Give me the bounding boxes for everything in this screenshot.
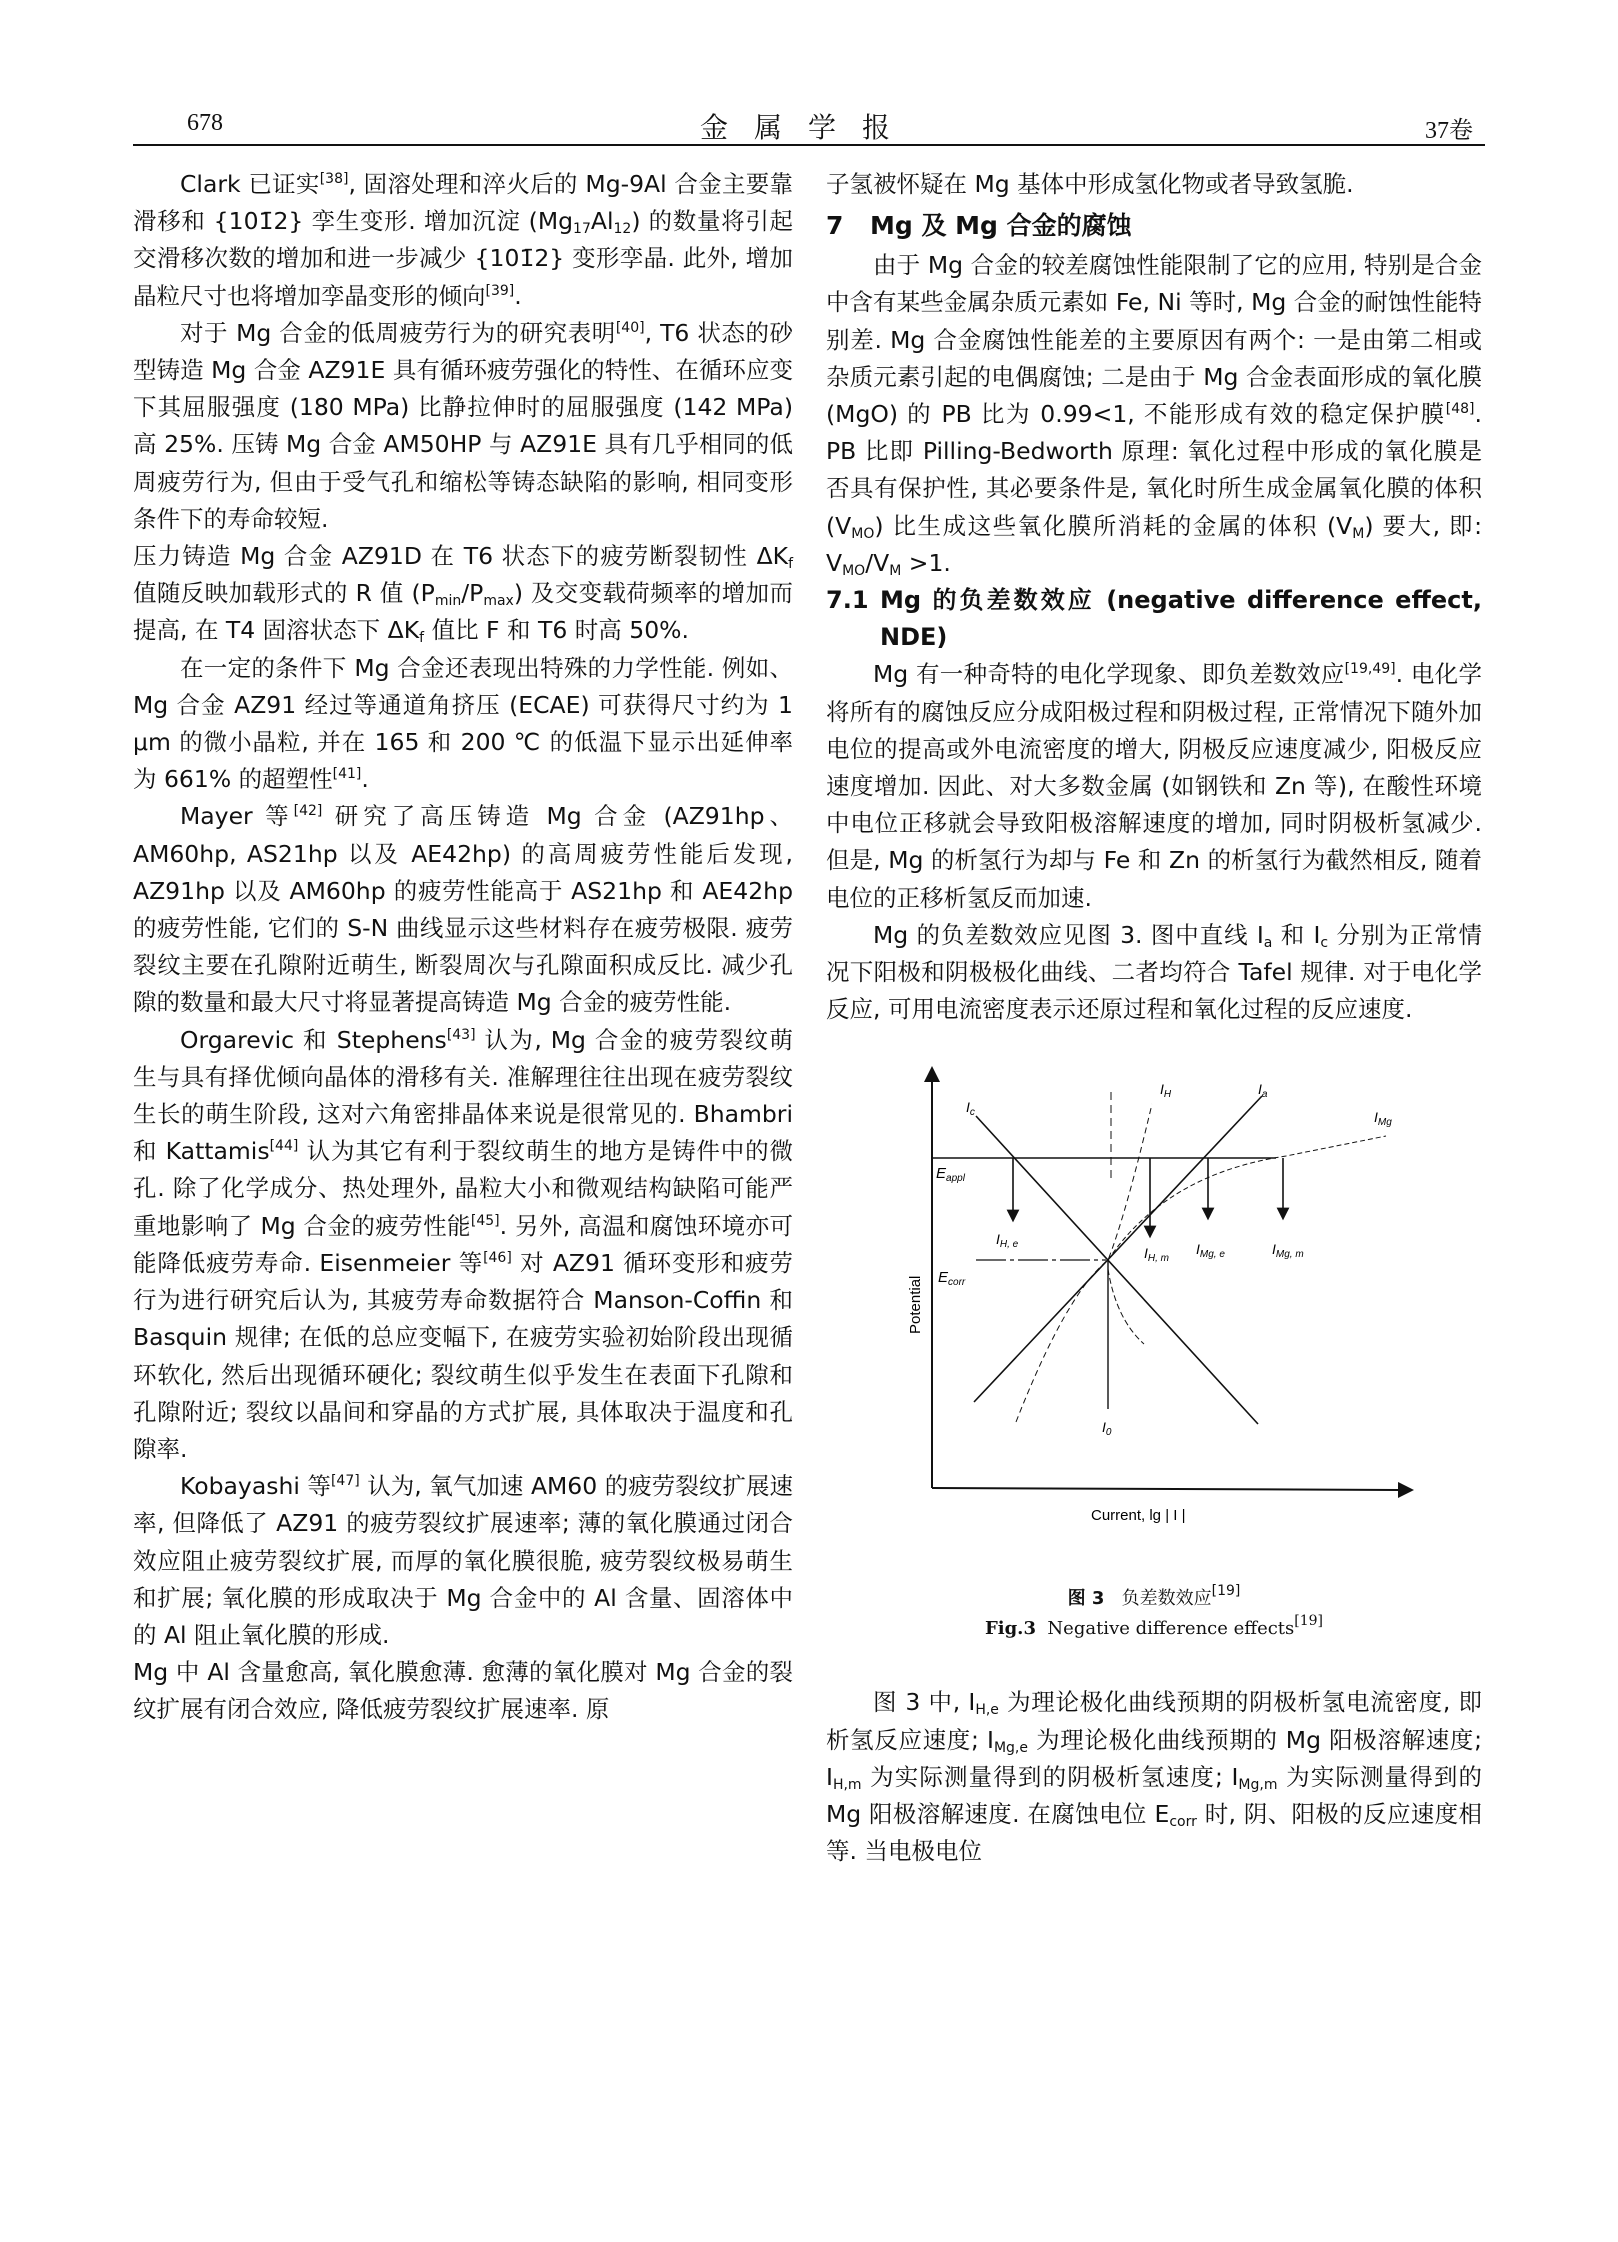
section-heading: 7 Mg 及 Mg 合金的腐蚀 [826, 211, 1132, 241]
label-i0: $I_0$ [1102, 1419, 1112, 1439]
citation: [40] [615, 319, 645, 336]
right-column [826, 166, 1482, 1870]
left-column [133, 166, 793, 1729]
label-ic: $I_c$ [966, 1099, 975, 1119]
citation: [41] [332, 766, 362, 783]
citation: [39] [485, 282, 515, 299]
label-ih: $I_H$ [1160, 1081, 1172, 1101]
label-imgm: $I_{Mg, m}$ [1272, 1241, 1304, 1261]
polarization-diagram [826, 1064, 1482, 1584]
label-ihm: $I_{H, m}$ [1144, 1245, 1169, 1265]
paragraph: 在一定的条件下 Mg 合金还表现出特殊的力学性能. 例如、 Mg 合金 AZ91 经过等通道角挤压 (ECAE) 可获得尺寸约为 1 μm 的微小晶粒, 并在 165 和 200 ℃ 的低温下显示出延伸率为 661% 的超塑性[41]. [133, 653, 793, 794]
paragraph: Orgarevic 和 Stephens[43] 认为, Mg 合金的疲劳裂纹萌生与具有择优倾向晶体的滑移有关. 准解理往往出现在疲劳裂纹生长的萌生阶段, 这对六角密排晶体来说是很常见的. Bhambri 和 Kattamis[44] 认为其它有利于裂纹萌生的地方是铸件中的微孔. 除了化学成分、热处理外, 晶粒大小和微观结构缺陷可能严重地影响了 Mg 合金的疲劳性能[45]. 另外, 高温和腐蚀环境亦可能降低疲劳寿命. Eisenmeier 等[46] 对 AZ91 循环变形和疲劳行为进行研究后认为, 其疲劳寿命数据符合 Manson-Coffin 和 Basquin 规律; 在低的总应变幅下, 在疲劳实验初始阶段出现循环软化, 然后出现循环硬化; 裂纹萌生似乎发生在表面下孔隙和孔隙附近; 裂纹以晶间和穿晶的方式扩展, 具体取决于温度和孔隙率. [133, 1025, 793, 1463]
running-header [133, 104, 1483, 146]
journal-title: 金属学报 [699, 111, 916, 144]
paragraph: 由于 Mg 合金的较差腐蚀性能限制了它的应用, 特别是合金中含有某些金属杂质元素如 Fe, Ni 等时, Mg 合金的耐蚀性能特别差. Mg 合金腐蚀性能差的主要原因有两个: 一是由第二相或杂质元素引起的电偶腐蚀; 二是由于 Mg 合金表面形成的氧化膜 (MgO) 的 PB 比为 0.99<1, 不能形成有效的稳定保护膜[48]. PB 比即 Pilling-Bedworth 原理: 氧化过程中形成的氧化膜是否具有保护性, 其必要条件是, 氧化时所生成金属氧化膜的体积 $(V_{MO})$ 比生成这些氧化膜所消耗的金属的体积 $(V_M)$ 要大, 即: $V_{MO}/V_M >1$. [826, 251, 1482, 579]
paragraph: Mg 有一种奇特的电化学现象、即负差数效应[19,49]. 电化学将所有的腐蚀反应分成阳极过程和阴极过程, 正常情况下随外加电位的提高或外电流密度的增大, 阴极反应速度减少, 阳极反应速度增加. 因此、对大多数金属 (如钢铁和 Zn 等), 在酸性环境中电位正移就会导致阳极溶解速度的增加, 同时阴极析氢减少. 但是, Mg 的析氢行为却与 Fe 和 Zn 的析氢行为截然相反, 随着电位的正移析氢反而加速. [826, 660, 1482, 912]
label-imge: $I_{Mg, e}$ [1196, 1241, 1225, 1261]
paragraph: Mg 中 Al 含量愈高, 氧化膜愈薄. 愈薄的氧化膜对 Mg 合金的裂纹扩展有闭合效应, 降低疲劳裂纹扩展速率. 原 [133, 1658, 793, 1724]
paragraph: Mayer 等[42] 研究了高压铸造 Mg 合金 (AZ91hp、AM60hp, AS21hp 以及 AE42hp) 的高周疲劳性能后发现, AZ91hp 以及 AM60hp 的疲劳性能高于 AS21hp 和 AE42hp 的疲劳性能, 它们的 S-N 曲线显示这些材料存在疲劳极限. 疲劳裂纹主要在孔隙附近萌生, 断裂周次与孔隙面积成反比. 减少孔隙的数量和最大尺寸将显著提高铸造 Mg 合金的疲劳性能. [133, 802, 793, 1017]
paragraph: 图 3 中, $I_{H,e}$ 为理论极化曲线预期的阴极析氢电流密度, 即析氢反应速度; $I_{Mg,e}$ 为理论极化曲线预期的 Mg 阳极溶解速度; $I_{H,m}$ 为实际测量得到的阴极析氢速度; $I_{Mg,m}$ 为实际测量得到的 Mg 阳极溶解速度. 在腐蚀电位 $E_{corr}$ 时, 阴、阳极的反应速度相等. 当电极电位 [826, 1688, 1482, 1866]
volume-label: 37卷 [1425, 118, 1473, 144]
paragraph: Mg 的负差数效应见图 3. 图中直线 $I_a$ 和 $I_c$ 分别为正常情况下阳极和阴极极化曲线、二者均符合 Tafel 规律. 对于电化学反应, 可用电流密度表示还原过程和氧化过程的反应速度. [826, 920, 1482, 1024]
paragraph: Clark 已证实[38], 固溶处理和淬火后的 Mg-9Al 合金主要靠滑移和 {101̄2} 孪生变形. 增加沉淀 $(Mg_{17}Al_{12})$ 的数量将引起交滑移次数的增加和进一步减少 {101̄2} 变形孪晶. 此外, 增加晶粒尺寸也将增加孪晶变形的倾向[39]. [133, 170, 793, 310]
x-axis [932, 1488, 1406, 1490]
citation: [42] [293, 803, 323, 820]
citation: [45] [470, 1212, 500, 1229]
label-eappl: $E_{appl}$ [936, 1165, 965, 1185]
citation: [43] [446, 1026, 476, 1043]
x-axis-label: Current, lg | I | [1091, 1507, 1186, 1525]
label-img: $I_{Mg}$ [1374, 1109, 1392, 1129]
subsection-heading: 7.1 Mg 的负差数效应 (negative difference effect, NDE) [826, 586, 1482, 652]
citation: [44] [269, 1138, 299, 1155]
citation: [38] [319, 171, 349, 187]
figure-caption: 图 3 负差数效应[19] Fig.3 Negative difference effects[19] [984, 1583, 1324, 1640]
paragraph: 压力铸造 Mg 合金 AZ91D 在 T6 状态下的疲劳断裂韧性 $\Delta K_f$ 值随反映加载形式的 R 值 $(P_{min}/P_{max})$ 及交变载荷频率的增加而提高, 在 T4 固溶状态下 $\Delta K_f$ 值比 F 和 T6 时高 50%. [133, 542, 793, 647]
citation: [46] [483, 1249, 512, 1266]
paragraph: 子氢被怀疑在 Mg 基体中形成氢化物或者导致氢脆. [826, 170, 1354, 198]
page-number: 678 [187, 110, 223, 136]
label-ia: $I_a$ [1258, 1081, 1268, 1101]
citation: [47] [330, 1473, 360, 1490]
citation: [19,49] [1344, 661, 1396, 678]
paragraph: 对于 Mg 合金的低周疲劳行为的研究表明[40], T6 状态的砂型铸造 Mg 合金 AZ91E 具有循环疲劳强化的特性、在循环应变下其屈服强度 (180 MPa) 比静拉伸时的屈服强度 (142 MPa) 高 25%. 压铸 Mg 合金 AM50HP 与 AZ91E 具有几乎相同的低周疲劳行为, 但由于受气孔和缩松等铸态缺陷的影响, 相同变形条件下的寿命较短. [133, 318, 794, 533]
paragraph: Kobayashi 等[47] 认为, 氧气加速 AM60 的疲劳裂纹扩展速率, 但降低了 AZ91 的疲劳裂纹扩展速率; 薄的氧化膜通过闭合效应阻止疲劳裂纹扩展, 而厚的氧化膜很脆, 疲劳裂纹极易萌生和扩展; 氧化膜的形成取决于 Mg 合金中的 Al 含量、固溶体中的 Al 阻止氧化膜的形成. [133, 1472, 793, 1649]
citation: [48] [1445, 401, 1475, 418]
label-ihe: $I_{H, e}$ [996, 1231, 1019, 1251]
y-axis-label: Potential [907, 1276, 924, 1335]
figure-3 [826, 1064, 1482, 1654]
header-rule [133, 144, 1485, 146]
label-ecorr: $E_{corr}$ [938, 1269, 966, 1289]
